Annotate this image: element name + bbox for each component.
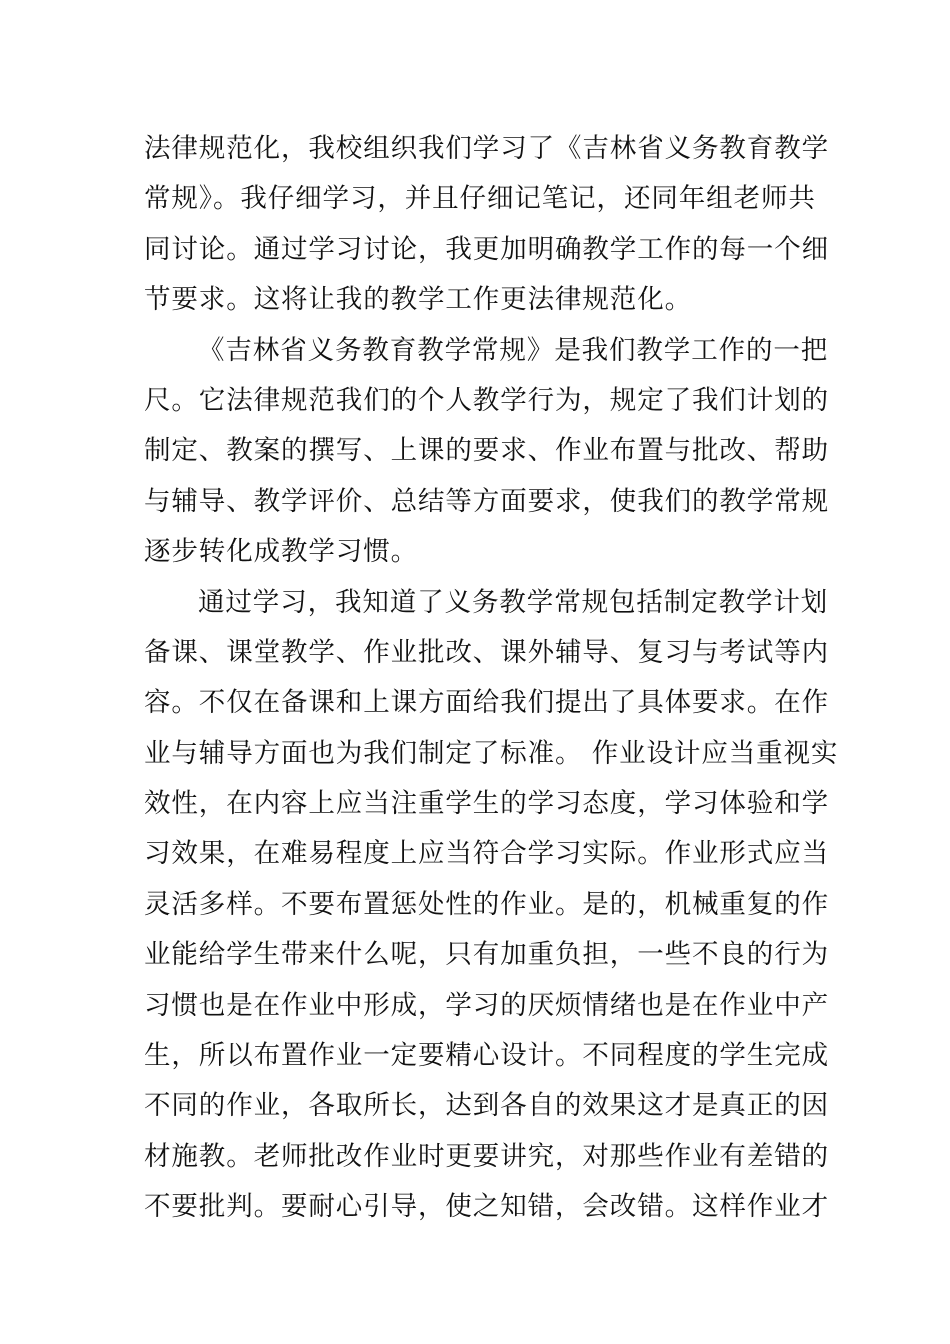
text-line: 备课、课堂教学、作业批改、课外辅导、复习与考试等内 (144, 636, 829, 668)
text-line: 效性，在内容上应当注重学生的学习态度，学习体验和学 (144, 788, 829, 820)
paragraph-2 (144, 326, 829, 578)
text-line: 容。不仅在备课和上课方面给我们提出了具体要求。在作 (144, 687, 829, 719)
body-text (144, 124, 839, 1233)
text-line: 灵活多样。不要布置惩处性的作业。是的，机械重复的作 (144, 888, 829, 920)
text-line: 业与辅导方面也为我们制定了标准。 作业设计应当重视实 (144, 737, 839, 769)
text-line: 材施教。老师批改作业时更要讲究，对那些作业有差错的 (144, 1140, 829, 1172)
paragraph-1 (144, 124, 829, 326)
text-line: 同讨论。通过学习讨论，我更加明确教学工作的每一个细 (144, 233, 829, 265)
text-line: 习惯也是在作业中形成，学习的厌烦情绪也是在作业中产 (144, 989, 829, 1021)
text-line: 不同的作业，各取所长，达到各自的效果这才是真正的因 (144, 1090, 829, 1122)
text-line: 逐步转化成教学习惯。 (144, 536, 418, 568)
text-line: 尺。它法律规范我们的个人教学行为，规定了我们计划的 (144, 384, 829, 416)
text-line: 制定、教案的撰写、上课的要求、作业布置与批改、帮助 (144, 435, 829, 467)
text-line: 常规》。我仔细学习，并且仔细记笔记，还同年组老师共 (144, 183, 816, 215)
paragraph-3 (144, 578, 839, 1233)
text-line: 与辅导、教学评价、总结等方面要求，使我们的教学常规 (144, 485, 829, 517)
text-line: 《吉林省义务教育教学常规》是我们教学工作的一把 (198, 334, 829, 366)
text-line: 习效果，在难易程度上应当符合学习实际。作业形式应当 (144, 838, 829, 870)
text-line: 不要批判。要耐心引导，使之知错，会改错。这样作业才 (144, 1191, 829, 1223)
text-line: 节要求。这将让我的教学工作更法律规范化。 (144, 284, 692, 316)
text-line: 业能给学生带来什么呢，只有加重负担，一些不良的行为 (144, 939, 829, 971)
text-line: 法律规范化，我校组织我们学习了《吉林省义务教育教学 (144, 133, 829, 164)
text-line: 通过学习，我知道了义务教学常规包括制定教学计划 (198, 586, 829, 618)
text-line: 生，所以布置作业一定要精心设计。不同程度的学生完成 (144, 1040, 829, 1072)
